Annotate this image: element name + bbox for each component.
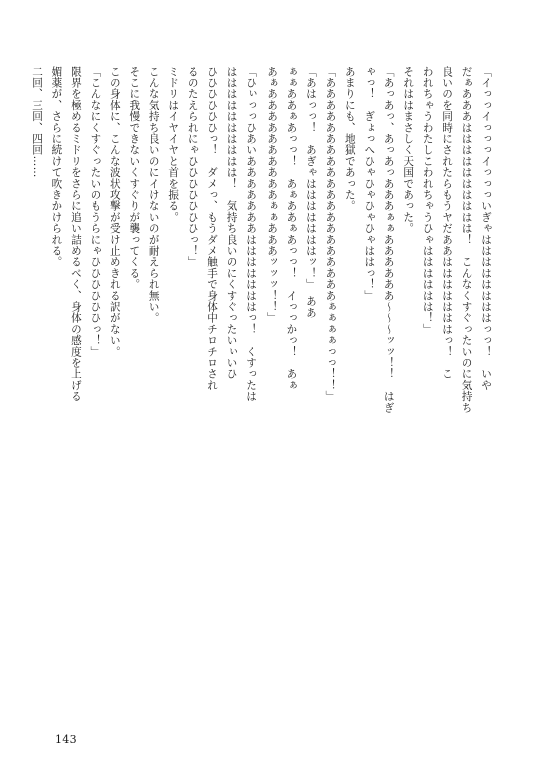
- text-line: 良いのを同時にされたらもうヤだああはははははははっ！ こ: [441, 66, 454, 380]
- text-line: 「あっあっ、あっあっあああぁぁああああああ〜〜〜ッッ！！ はぎ: [382, 66, 395, 414]
- text-line: 「イっっイっっっイっっっいぎゃははははははははっっ！ いや: [480, 66, 492, 391]
- text-line: あぁああああああああああぁぁあああッッッ！！」: [266, 66, 279, 324]
- text-line: 媚薬が、さらに続けて吹きかけられる。: [50, 66, 63, 268]
- text-line: あまりにも、地獄であった。: [343, 66, 356, 212]
- text-line: だぁあああはははははははははは！ こんなくすぐったいのに気持ち: [460, 66, 473, 414]
- text-line: こんな気持ち良いのにイけないのが耐えられ無い。: [147, 66, 160, 324]
- page-number: 143: [55, 733, 77, 746]
- text-line: 「こんなにくすぐったいのもうらにゃひひひひひひっ！」: [89, 66, 102, 358]
- text-line: 「ひぃっっひあいあああああああはははははははっ！ くすったは: [245, 66, 257, 402]
- text-line: ひひひひひひっ！ ダメっ、もうダメ触手で身体中チロチロされ: [206, 66, 219, 391]
- text-line: 二回、三回、四回……: [31, 66, 44, 178]
- text-line: 「あはっっ！ あぎゃはははははははッ！」 ああ: [304, 66, 317, 319]
- text-line: そこに我慢できないくすぐりが襲ってくる。: [128, 66, 141, 290]
- text-column-lower: [30, 66, 260, 646]
- text-line: それははまさしく天国であった。: [402, 66, 415, 234]
- text-line: われちゃうわたしこわれちゃうひゃはははははは！」: [421, 66, 434, 335]
- text-line: ゃっ！ ぎょっへひゃひゃひゃひゃははっ！」: [363, 66, 376, 302]
- text-line: ミドリはイヤイヤと首を振る。: [167, 66, 180, 223]
- text-line: 「ああああああああああああああああああああぁぁぁぁっっ！！」: [324, 66, 337, 402]
- text-line: この身体に、こんな波状攻撃が受け止めきれる訳がない。: [108, 66, 121, 358]
- text-line: はははははははははは！ 気持ち良いのにくすぐったいぃいひ: [225, 66, 238, 380]
- text-column-upper: [265, 66, 495, 646]
- text-line: ぁぁああぁあっっ！ あぁああぁあっっ！ イっっかっ！ あぁ: [285, 66, 298, 391]
- text-line: 限界を極めるミドリをさらに追い詰めるべく、身体の感度を上げる: [69, 66, 82, 402]
- text-line: るのたえられにゃひひひひひひひっ！」: [186, 66, 199, 268]
